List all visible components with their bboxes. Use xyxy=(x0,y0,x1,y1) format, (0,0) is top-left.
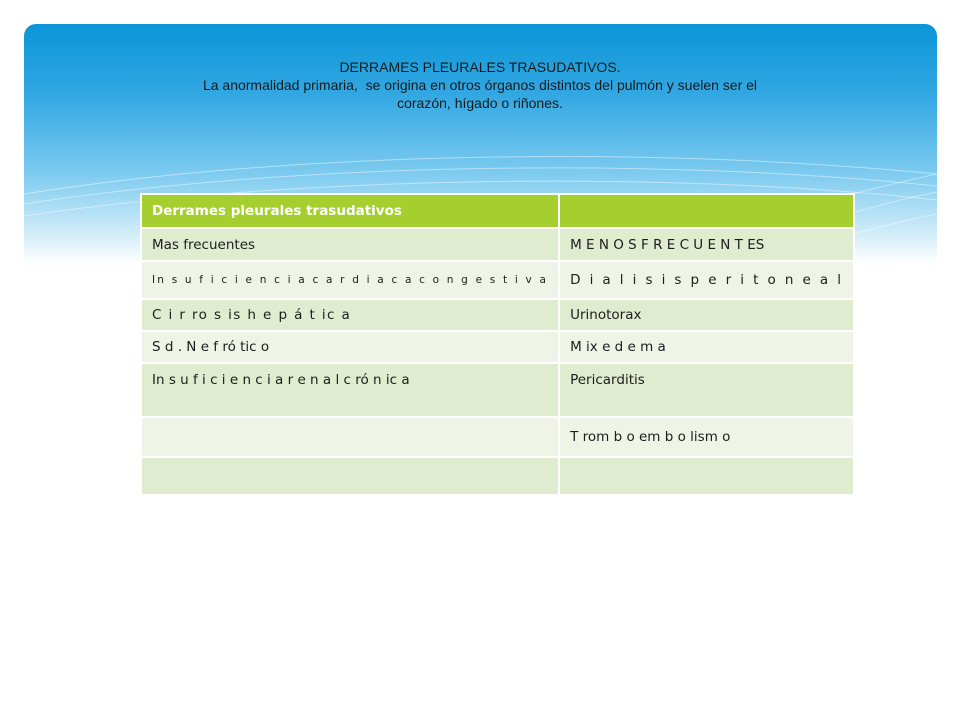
table-header-cell xyxy=(559,194,854,228)
table-cell: C i r ro s is h e p á t ic a xyxy=(141,299,559,331)
table-cell: Pericarditis xyxy=(559,363,854,417)
table-header-row xyxy=(141,194,854,228)
table-row xyxy=(141,363,854,417)
table-row xyxy=(141,261,854,299)
table-row xyxy=(141,457,854,495)
table-cell: M E N O S F R E C U E N T ES xyxy=(559,228,854,261)
title-line-2: La anormalidad primaria, se origina en otros órganos distintos del pulmón y suelen ser el xyxy=(202,77,758,93)
table-cell: Mas frecuentes xyxy=(141,228,559,261)
table-cell: In s u f i c i e n c i a r e n a l c ró n ic a xyxy=(141,363,559,417)
table-cell: D i a l i s i s p e r i t o n e a l xyxy=(559,261,854,299)
title-line-1: DERRAMES PLEURALES TRASUDATIVOS. xyxy=(339,59,621,75)
table-row xyxy=(141,417,854,457)
table-cell: Urinotorax xyxy=(559,299,854,331)
table-header-cell: Derrames pleurales trasudativos xyxy=(141,194,559,228)
table-cell: S d . N e f ró tic o xyxy=(141,331,559,363)
table-row xyxy=(141,299,854,331)
table-row xyxy=(141,331,854,363)
table-cell: M ix e d e m a xyxy=(559,331,854,363)
title-line-3: corazón, hígado o riñones. xyxy=(397,95,563,111)
table-cell: In s u f i c i e n c i a c a r d i a c a c o n g e s t i v a xyxy=(141,261,559,299)
table-row xyxy=(141,228,854,261)
table-cell: T rom b o em b o lism o xyxy=(559,417,854,457)
slide-title xyxy=(130,58,830,112)
table-cell xyxy=(141,457,559,495)
table-cell xyxy=(559,457,854,495)
table-cell xyxy=(141,417,559,457)
trasudativos-table xyxy=(140,193,855,496)
